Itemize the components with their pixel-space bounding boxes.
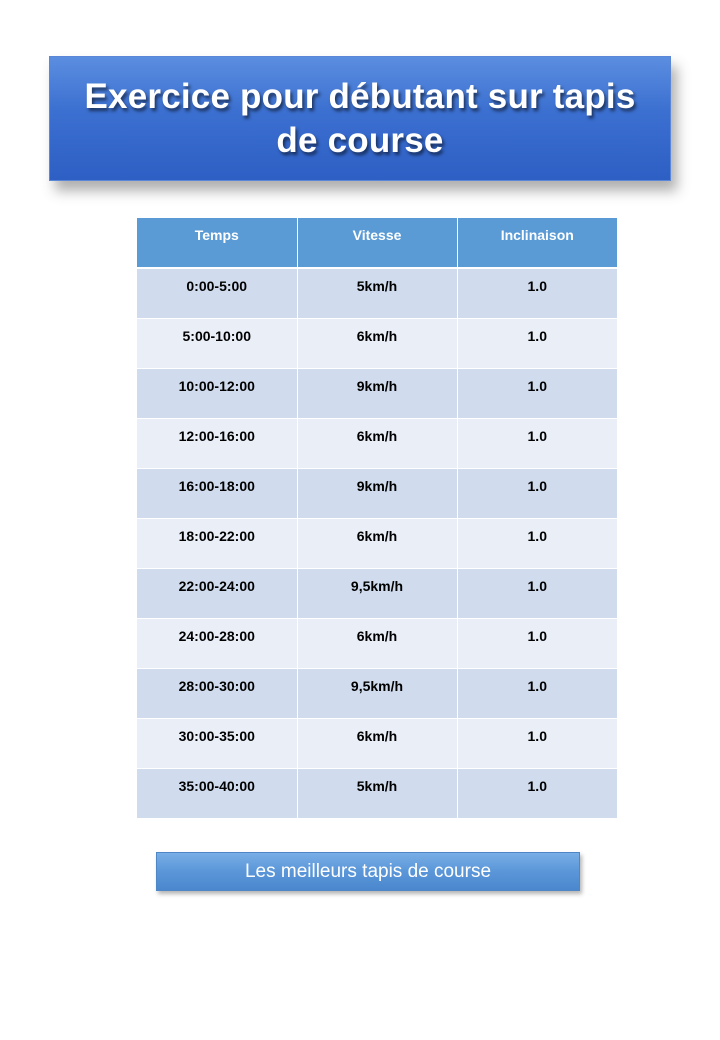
cell-vitesse: 5km/h <box>297 268 457 318</box>
cell-vitesse: 6km/h <box>297 718 457 768</box>
cell-vitesse: 6km/h <box>297 418 457 468</box>
table-row <box>137 418 617 468</box>
cell-inclinaison: 1.0 <box>457 568 617 618</box>
table-row <box>137 568 617 618</box>
cell-inclinaison: 1.0 <box>457 468 617 518</box>
cell-inclinaison: 1.0 <box>457 268 617 318</box>
cell-temps: 30:00-35:00 <box>137 718 297 768</box>
workout-table <box>137 218 617 819</box>
cell-vitesse: 9km/h <box>297 368 457 418</box>
cell-inclinaison: 1.0 <box>457 318 617 368</box>
table-row <box>137 718 617 768</box>
table-row <box>137 268 617 318</box>
cell-vitesse: 5km/h <box>297 768 457 818</box>
cell-temps: 18:00-22:00 <box>137 518 297 568</box>
cell-temps: 16:00-18:00 <box>137 468 297 518</box>
cell-vitesse: 9,5km/h <box>297 668 457 718</box>
cell-vitesse: 9km/h <box>297 468 457 518</box>
table-row <box>137 768 617 818</box>
column-header-temps: Temps <box>137 218 297 268</box>
column-header-inclinaison: Inclinaison <box>457 218 617 268</box>
table-row <box>137 518 617 568</box>
table-row <box>137 468 617 518</box>
cell-temps: 10:00-12:00 <box>137 368 297 418</box>
cell-temps: 35:00-40:00 <box>137 768 297 818</box>
cell-inclinaison: 1.0 <box>457 668 617 718</box>
cell-temps: 5:00-10:00 <box>137 318 297 368</box>
table-row <box>137 368 617 418</box>
cell-temps: 22:00-24:00 <box>137 568 297 618</box>
cell-inclinaison: 1.0 <box>457 518 617 568</box>
table-row <box>137 318 617 368</box>
cell-vitesse: 6km/h <box>297 318 457 368</box>
cell-temps: 28:00-30:00 <box>137 668 297 718</box>
page-title: Exercice pour débutant sur tapis de course <box>84 76 636 160</box>
table-row <box>137 618 617 668</box>
link-button-label: Les meilleurs tapis de course <box>244 860 492 882</box>
cell-temps: 12:00-16:00 <box>137 418 297 468</box>
cell-vitesse: 6km/h <box>297 518 457 568</box>
cell-inclinaison: 1.0 <box>457 618 617 668</box>
table-header-row <box>137 218 617 268</box>
cell-inclinaison: 1.0 <box>457 718 617 768</box>
title-banner <box>49 56 671 181</box>
cell-vitesse: 9,5km/h <box>297 568 457 618</box>
column-header-vitesse: Vitesse <box>297 218 457 268</box>
cell-temps: 0:00-5:00 <box>137 268 297 318</box>
cell-temps: 24:00-28:00 <box>137 618 297 668</box>
best-treadmills-link-button[interactable] <box>156 852 580 891</box>
cell-inclinaison: 1.0 <box>457 368 617 418</box>
cell-vitesse: 6km/h <box>297 618 457 668</box>
cell-inclinaison: 1.0 <box>457 418 617 468</box>
cell-inclinaison: 1.0 <box>457 768 617 818</box>
table-row <box>137 668 617 718</box>
workout-table-container <box>137 218 617 819</box>
